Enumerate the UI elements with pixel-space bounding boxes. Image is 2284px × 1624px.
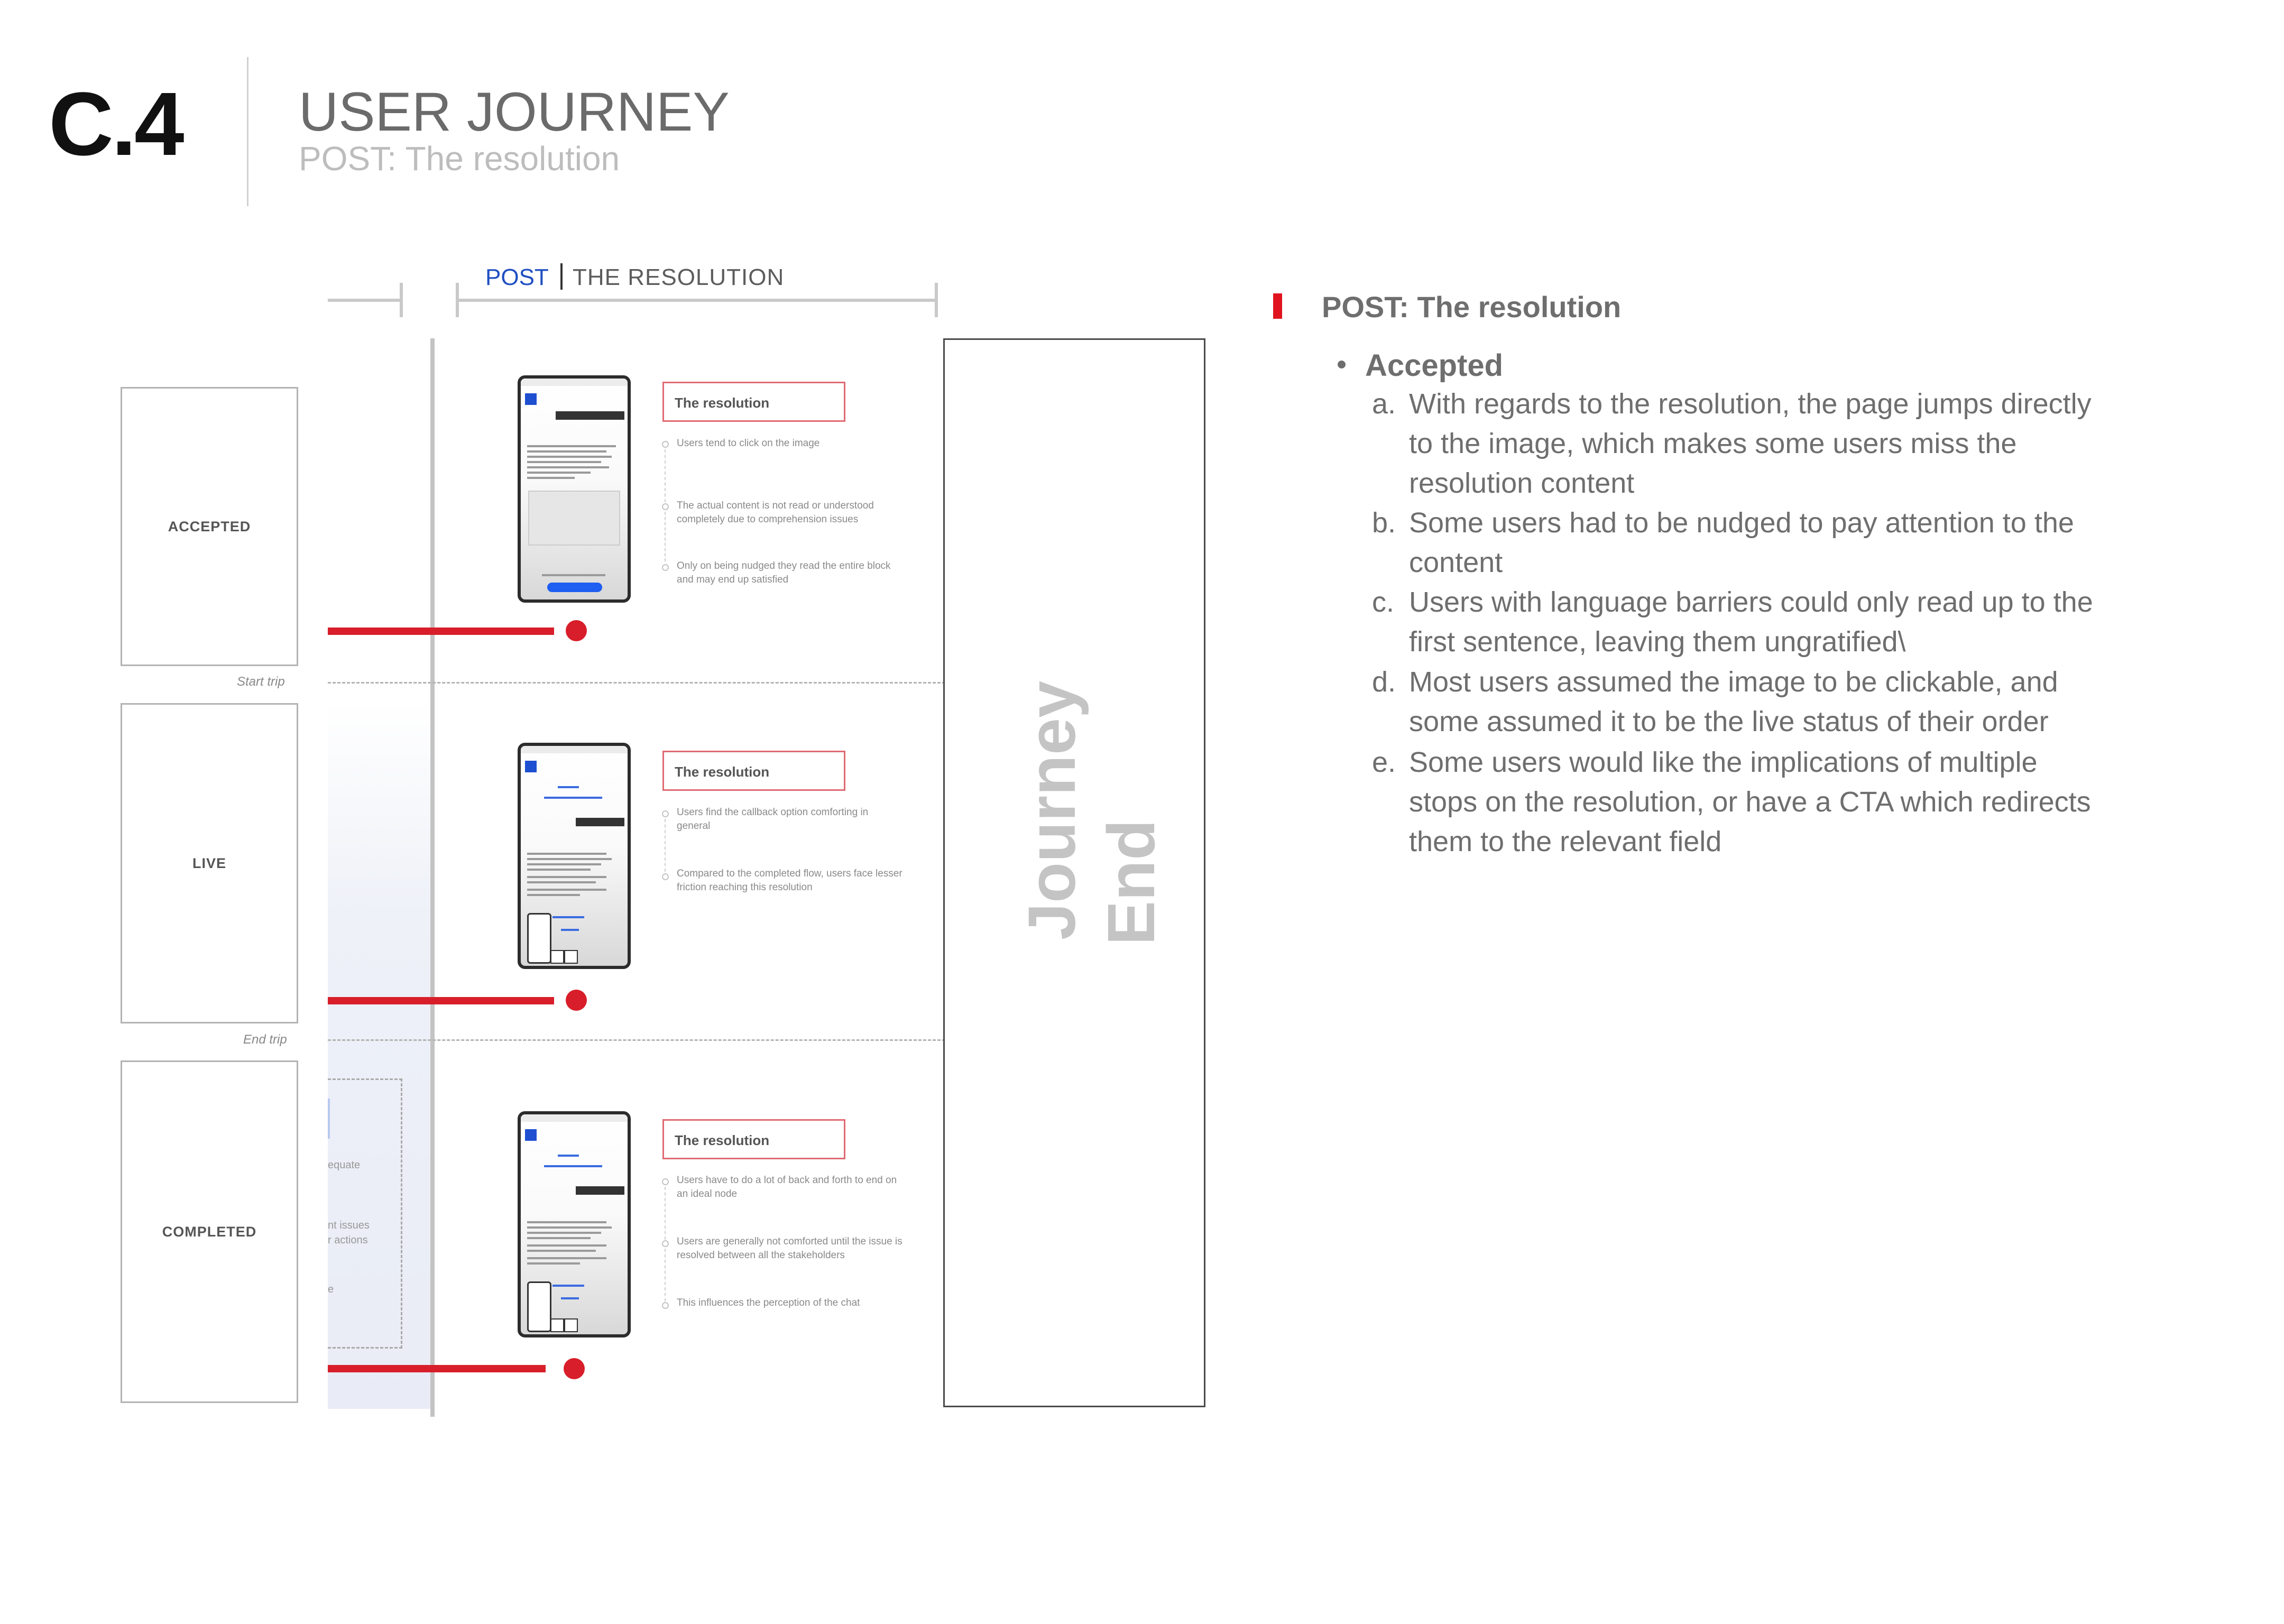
stage-label: LIVE — [192, 855, 226, 871]
finding-line: stops on the resolution, or have a CTA which redirects — [1409, 786, 2091, 818]
text-line — [527, 1232, 601, 1234]
text-line — [527, 456, 612, 458]
note-connector — [665, 449, 666, 502]
phase-resolution-label: THE RESOLUTION — [573, 264, 785, 290]
previous-phase-fragment — [328, 1078, 402, 1349]
finding-line: resolution content — [1409, 467, 1635, 499]
note-bullet — [662, 1302, 669, 1309]
option-link — [558, 1155, 579, 1157]
finding-item — [1372, 503, 2074, 583]
stage-label: COMPLETED — [162, 1223, 257, 1240]
research-note: Users tend to click on the image — [677, 438, 820, 449]
text-line — [527, 858, 612, 860]
stage-accepted — [121, 387, 298, 666]
resolution-tag: The resolution — [662, 751, 845, 791]
text-line — [527, 1244, 606, 1247]
research-note: The actual content is not read or understood completely due to comprehension issues — [677, 500, 874, 525]
request-callback-link — [552, 916, 584, 918]
post-phase-bracket-end — [935, 283, 938, 317]
mini-phone-icon — [527, 1281, 551, 1332]
research-note: Only on being nudged they read the entire block and may end up satisfied — [677, 560, 891, 585]
bullet-icon — [1338, 361, 1346, 368]
text-line — [527, 1262, 580, 1265]
text-line — [527, 853, 606, 855]
text-line — [527, 445, 616, 447]
start-chat-link — [561, 929, 579, 931]
finding-item — [1372, 662, 2058, 742]
text-line — [527, 894, 580, 896]
finding-line: to the image, which makes some users miss the — [1409, 428, 2017, 459]
research-note: Users have to do a lot of back and forth to end on an ideal node — [677, 1175, 897, 1199]
text-line — [527, 461, 601, 463]
text-line — [527, 1257, 606, 1259]
note-connector — [665, 819, 666, 872]
text-line — [542, 574, 605, 576]
finding-line: Some users would like the implications of multiple — [1409, 746, 2038, 778]
ghost-text: e — [328, 1284, 334, 1295]
text-line — [527, 1250, 596, 1252]
phase-separator — [560, 263, 563, 290]
note-bullet — [662, 564, 669, 571]
header-divider — [247, 57, 248, 206]
page-title: USER JOURNEY — [299, 81, 730, 143]
progress-dot-live — [566, 990, 587, 1011]
row-divider — [328, 682, 945, 684]
end-trip-label: End trip — [243, 1032, 287, 1047]
text-line — [527, 450, 606, 453]
post-phase-bracket — [456, 299, 938, 302]
brand-logo-icon — [525, 393, 537, 405]
text-line — [527, 477, 575, 479]
finding-line: some assumed it to be the live status of their order — [1409, 706, 2049, 737]
findings-subheading: Accepted — [1365, 348, 1504, 383]
section-marker — [1273, 293, 1282, 319]
phone-mockup-live — [518, 743, 631, 969]
text-line — [527, 881, 596, 883]
phone-mockup-completed — [518, 1111, 631, 1337]
progress-dot-accepted — [566, 620, 587, 641]
note-connector — [665, 1187, 666, 1240]
share-icon — [550, 950, 564, 964]
progress-line-accepted — [328, 628, 554, 635]
resolution-tag: The resolution — [662, 382, 845, 422]
finding-line: them to the relevant field — [1409, 826, 1722, 857]
finding-item — [1372, 743, 2091, 862]
share-icon — [550, 1318, 564, 1332]
note-bullet — [662, 441, 669, 448]
text-line — [527, 1221, 606, 1223]
user-message-bubble — [556, 411, 624, 420]
option-link — [558, 786, 579, 788]
ghost-text: r actions — [328, 1234, 368, 1246]
resolution-tag: The resolution — [662, 1119, 845, 1159]
stage-label: ACCEPTED — [168, 518, 251, 534]
item-marker: a. — [1372, 388, 1396, 420]
note-bullet — [662, 503, 669, 510]
note-connector — [665, 512, 666, 561]
timeline-axis — [430, 338, 435, 1417]
note-bullet — [662, 810, 669, 817]
finding-line: content — [1409, 547, 1503, 578]
option-link — [544, 1165, 602, 1167]
text-line — [527, 1226, 612, 1229]
text-line — [527, 472, 591, 474]
start-conversation-button — [547, 583, 602, 592]
prev-phase-bracket — [328, 299, 403, 302]
prev-phase-bracket-end — [400, 283, 403, 317]
item-marker: b. — [1372, 507, 1396, 539]
user-message-bubble — [576, 1186, 624, 1195]
progress-dot-completed — [564, 1358, 585, 1379]
start-trip-label: Start trip — [237, 675, 285, 689]
stage-completed — [121, 1060, 298, 1403]
item-marker: c. — [1372, 586, 1395, 618]
section-number: C.4 — [49, 74, 182, 174]
finding-line: first sentence, leaving them ungratified\ — [1409, 626, 1906, 658]
brand-logo-icon — [525, 1129, 537, 1141]
progress-line-live — [328, 997, 554, 1004]
brand-logo-icon — [525, 761, 537, 772]
note-connector — [665, 1249, 666, 1302]
start-chat-link — [561, 1297, 579, 1299]
row-divider — [328, 1039, 945, 1041]
item-marker: d. — [1372, 666, 1396, 698]
note-bullet — [662, 1178, 669, 1185]
text-line — [527, 1237, 591, 1239]
journey-end-word-1: Journey — [1015, 680, 1089, 940]
journey-end-word-2: End — [1094, 819, 1168, 945]
page-subtitle: POST: The resolution — [299, 140, 620, 178]
progress-line-completed — [328, 1365, 546, 1372]
expand-icon — [564, 1318, 578, 1332]
request-callback-link — [552, 1285, 584, 1287]
finding-line: With regards to the resolution, the page jumps directly — [1409, 388, 2092, 420]
stage-live — [121, 703, 298, 1023]
order-status-image — [528, 491, 620, 546]
research-note: This influences the perception of the chat — [677, 1297, 860, 1308]
phase-post-label: POST — [485, 264, 549, 290]
ghost-text: nt issues — [328, 1220, 370, 1231]
phone-mockup-accepted — [518, 375, 631, 603]
user-message-bubble — [576, 818, 624, 826]
browser-bar — [521, 1114, 628, 1122]
text-line — [527, 869, 591, 871]
research-note: Users find the callback option comforting in general — [677, 807, 869, 832]
finding-line: Users with language barriers could only read up to the — [1409, 586, 2093, 618]
text-line — [527, 863, 601, 865]
note-bullet — [662, 1240, 669, 1247]
expand-icon — [564, 950, 578, 964]
item-marker: e. — [1372, 746, 1396, 778]
finding-line: Most users assumed the image to be clickable, and — [1409, 666, 2058, 698]
finding-line: Some users had to be nudged to pay attention to the — [1409, 507, 2074, 539]
text-line — [527, 466, 609, 468]
text-line — [527, 876, 606, 878]
text-line — [527, 889, 606, 891]
option-link — [544, 797, 602, 799]
finding-item — [1372, 583, 2093, 662]
browser-bar — [521, 746, 628, 753]
ghost-text: equate — [328, 1159, 361, 1171]
research-note: Compared to the completed flow, users face lesser friction reaching this resolution — [677, 868, 902, 893]
browser-bar — [521, 379, 628, 386]
findings-title: POST: The resolution — [1322, 290, 1622, 324]
research-note: Users are generally not comforted until the issue is resolved between all the stakeholders — [677, 1236, 902, 1261]
mini-phone-icon — [527, 913, 551, 964]
note-bullet — [662, 873, 669, 880]
finding-item — [1372, 384, 2092, 503]
